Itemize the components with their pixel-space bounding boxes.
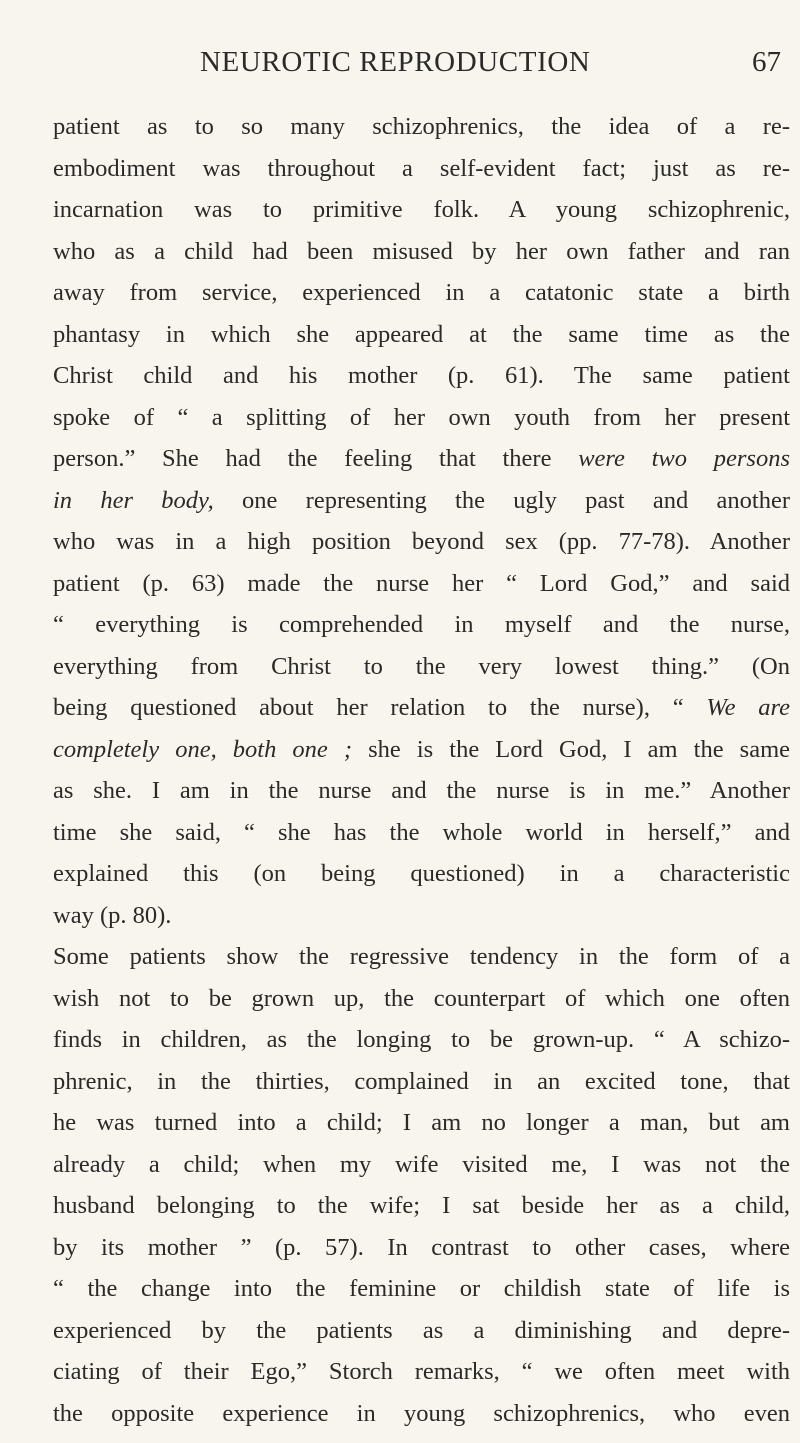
line-text: everything from Christ to the very lowest thing.” (On (53, 652, 790, 680)
text-line (53, 355, 790, 397)
text-line (53, 770, 790, 812)
line-text: Christ child and his mother (p. 61). The same patient (53, 362, 790, 389)
line-text: incarnation was to primitive folk. A young schizophrenic, (53, 196, 790, 223)
text-line (53, 1310, 790, 1352)
text-line (53, 563, 790, 605)
line-text: way (p. 80). (53, 901, 172, 929)
line-text: spoke of “ a splitting of her own youth from her present (53, 403, 790, 431)
running-title: NEUROTIC REPRODUCTION (200, 46, 591, 78)
line-text: time she said, “ she has the whole world in herself,” and (53, 818, 790, 846)
line-text: patient (p. 63) made the nurse her “ Lord God,” and said (53, 569, 790, 597)
line-text: “ everything is comprehended in myself and the nurse, (53, 611, 790, 638)
line-text: husband belonging to the wife; I sat beside her as a child, (53, 1192, 790, 1219)
line-text: Some patients show the regressive tendency in the form of a (53, 943, 790, 970)
text-line (53, 1227, 790, 1269)
body-text (53, 106, 790, 1434)
line-text: “ the change into the feminine or childish state of life is (53, 1275, 790, 1302)
line-text: who as a child had been misused by her own father and ran (53, 237, 790, 265)
line-text: wish not to be grown up, the counterpart of which one often (53, 984, 790, 1012)
text-line (53, 1102, 790, 1144)
line-text: experienced by the patients as a diminishing and depre- (53, 1316, 790, 1344)
text-line (53, 397, 790, 439)
text-line (53, 148, 790, 190)
text-line (53, 1019, 790, 1061)
line-text: the opposite experience in young schizophrenics, who even (53, 1399, 790, 1427)
text-line (53, 480, 790, 522)
line-text: ciating of their Ego,” Storch remarks, “ we often meet with (53, 1358, 790, 1385)
text-line (53, 272, 790, 314)
text-line (53, 1268, 790, 1310)
line-text: she is the Lord God, I am the same (352, 735, 791, 763)
italic-text: were two persons (578, 445, 790, 472)
text-line (53, 1144, 790, 1186)
text-line (53, 604, 790, 646)
text-line (53, 812, 790, 854)
text-line (53, 1185, 790, 1227)
text-line (53, 438, 790, 480)
line-text: patient as to so many schizophrenics, the idea of a re- (53, 113, 790, 140)
text-line (53, 521, 790, 563)
line-text: phantasy in which she appeared at the same time as the (53, 320, 790, 348)
text-line (53, 729, 790, 771)
text-line (53, 189, 790, 231)
italic-text: completely one, both one ; (53, 735, 353, 763)
line-text: person.” She had the feeling that there (53, 445, 579, 472)
text-line (53, 687, 790, 729)
text-line (53, 646, 790, 688)
line-text: already a child; when my wife visited me, I was not the (53, 1150, 790, 1178)
line-text: as she. I am in the nurse and the nurse is in me.” Another (53, 777, 790, 804)
text-line (53, 853, 790, 895)
line-text: being questioned about her relation to the nurse), “ (53, 694, 707, 721)
text-line (53, 314, 790, 356)
page-number: 67 (752, 46, 781, 78)
text-line (53, 106, 790, 148)
text-line (53, 231, 790, 273)
text-line (53, 1351, 790, 1393)
italic-text: We are (706, 694, 790, 721)
text-line (53, 1393, 790, 1435)
italic-text: in her body, (53, 486, 214, 514)
line-text: he was turned into a child; I am no longer a man, but am (53, 1109, 790, 1136)
line-text: explained this (on being questioned) in a characteristic (53, 860, 790, 887)
line-text: away from service, experienced in a catatonic state a birth (53, 279, 790, 306)
line-text: finds in children, as the longing to be grown-up. “ A schizo- (53, 1026, 790, 1053)
line-text: embodiment was throughout a self-evident fact; just as re- (53, 154, 790, 182)
text-line (53, 895, 790, 937)
line-text: one representing the ugly past and another (213, 486, 790, 514)
line-text: who was in a high position beyond sex (pp. 77-78). Another (53, 528, 790, 555)
text-line (53, 978, 790, 1020)
line-text: by its mother ” (p. 57). In contrast to other cases, where (53, 1233, 790, 1261)
text-line (53, 936, 790, 978)
text-line (53, 1061, 790, 1103)
line-text: phrenic, in the thirties, complained in an excited tone, that (53, 1067, 790, 1095)
running-head (0, 42, 800, 82)
